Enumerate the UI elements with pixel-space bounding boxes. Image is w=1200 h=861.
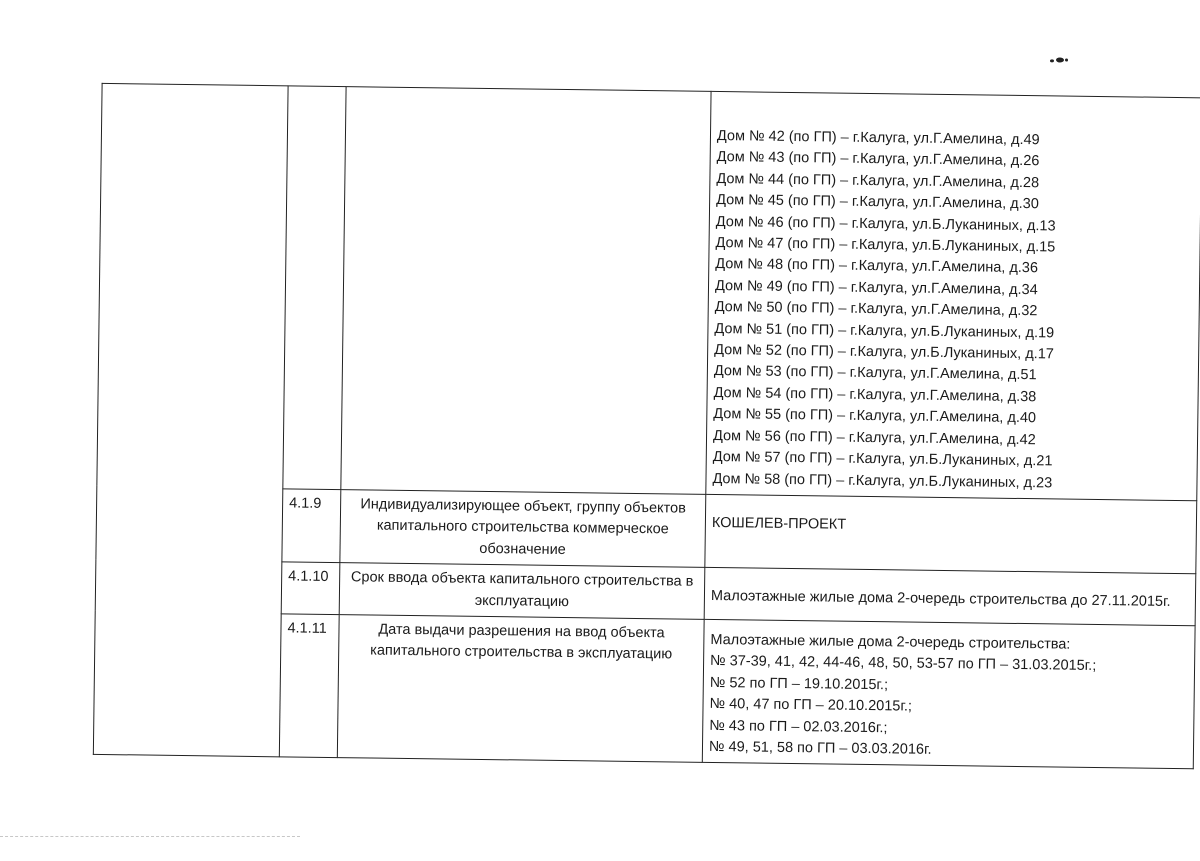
list-item: Дом № 57 (по ГП) – г.Калуга, ул.Б.Луканиных, д.21 xyxy=(712,449,1053,470)
row-value xyxy=(704,567,1196,625)
list-item: Дом № 54 (по ГП) – г.Калуга, ул.Г.Амелина, д.38 xyxy=(713,384,1037,406)
table-row xyxy=(97,83,1200,500)
list-item: Дом № 47 (по ГП) – г.Калуга, ул.Б.Луканиных, д.15 xyxy=(715,235,1056,256)
section-cell xyxy=(93,83,288,757)
commercial-name: КОШЕЛЕВ-ПРОЕКТ xyxy=(711,514,847,533)
list-item: Дом № 46 (по ГП) – г.Калуга, ул.Б.Луканиных, д.13 xyxy=(715,213,1056,235)
list-item: Дом № 48 (по ГП) – г.Калуга, ул.Г.Амелина, д.36 xyxy=(715,256,1039,277)
row-name: Дата выдачи разрешения на ввод объекта капитального строительства в эксплуатацию xyxy=(337,615,704,763)
house-list-cell xyxy=(706,91,1200,500)
list-item: Дом № 49 (по ГП) – г.Калуга, ул.Г.Амелина, д.34 xyxy=(714,277,1038,299)
list-item: Дом № 58 (по ГП) – г.Калуга, ул.Б.Луканиных, д.23 xyxy=(712,470,1053,491)
list-item: Дом № 56 (по ГП) – г.Калуга, ул.Г.Амелина, д.42 xyxy=(712,427,1036,448)
list-item: Дом № 50 (по ГП) – г.Калуга, ул.Г.Амелина, д.32 xyxy=(714,299,1038,320)
number-cell xyxy=(283,86,346,490)
list-item: № 43 по ГП – 02.03.2016г.; xyxy=(709,717,888,736)
list-item: Малоэтажные жилые дома 2-очередь строительства: xyxy=(710,631,1071,653)
commissioning-deadline: Малоэтажные жилые дома 2-очередь строительства до 27.11.2015г. xyxy=(710,588,1171,611)
row-name: Индивидуализирующее объект, группу объектов капитального строительства коммерческое обозначение xyxy=(340,489,706,567)
list-item: Дом № 55 (по ГП) – г.Калуга, ул.Г.Амелина, д.40 xyxy=(713,406,1037,427)
list-item: Дом № 52 (по ГП) – г.Калуга, ул.Б.Луканиных, д.17 xyxy=(714,342,1054,363)
list-item: № 40, 47 по ГП – 20.10.2015г.; xyxy=(709,696,913,715)
list-item: № 37-39, 41, 42, 44-46, 48, 50, 53-57 по ГП – 31.03.2015г.; xyxy=(710,653,1097,675)
row-value xyxy=(702,619,1195,769)
developer-info-table xyxy=(93,83,1200,770)
permit-dates-list xyxy=(709,630,1189,765)
row-value xyxy=(705,494,1197,574)
list-item: Дом № 53 (по ГП) – г.Калуга, ул.Г.Амелина, д.51 xyxy=(713,363,1037,384)
scan-speck xyxy=(1050,55,1068,65)
list-item: Дом № 42 (по ГП) – г.Калуга, ул.Г.Амелина, д.49 xyxy=(716,127,1040,149)
list-item: Дом № 44 (по ГП) – г.Калуга, ул.Г.Амелина, д.28 xyxy=(716,170,1040,192)
house-list xyxy=(712,126,1195,496)
scan-artifact-line xyxy=(0,836,300,837)
list-item: № 52 по ГП – 19.10.2015г.; xyxy=(709,674,889,694)
row-name: Срок ввода объекта капитального строительства в эксплуатацию xyxy=(339,563,705,620)
list-item: Дом № 51 (по ГП) – г.Калуга, ул.Б.Луканиных, д.19 xyxy=(714,320,1055,342)
list-item: № 49, 51, 58 по ГП – 03.03.2016г. xyxy=(708,738,932,758)
row-number: 4.1.10 xyxy=(281,562,340,615)
list-item: Дом № 45 (по ГП) – г.Калуга, ул.Г.Амелина, д.30 xyxy=(716,192,1039,213)
row-number: 4.1.11 xyxy=(279,614,339,758)
list-item: Дом № 43 (по ГП) – г.Калуга, ул.Г.Амелина, д.26 xyxy=(716,149,1040,170)
row-number: 4.1.9 xyxy=(282,489,341,563)
name-cell xyxy=(341,87,711,495)
